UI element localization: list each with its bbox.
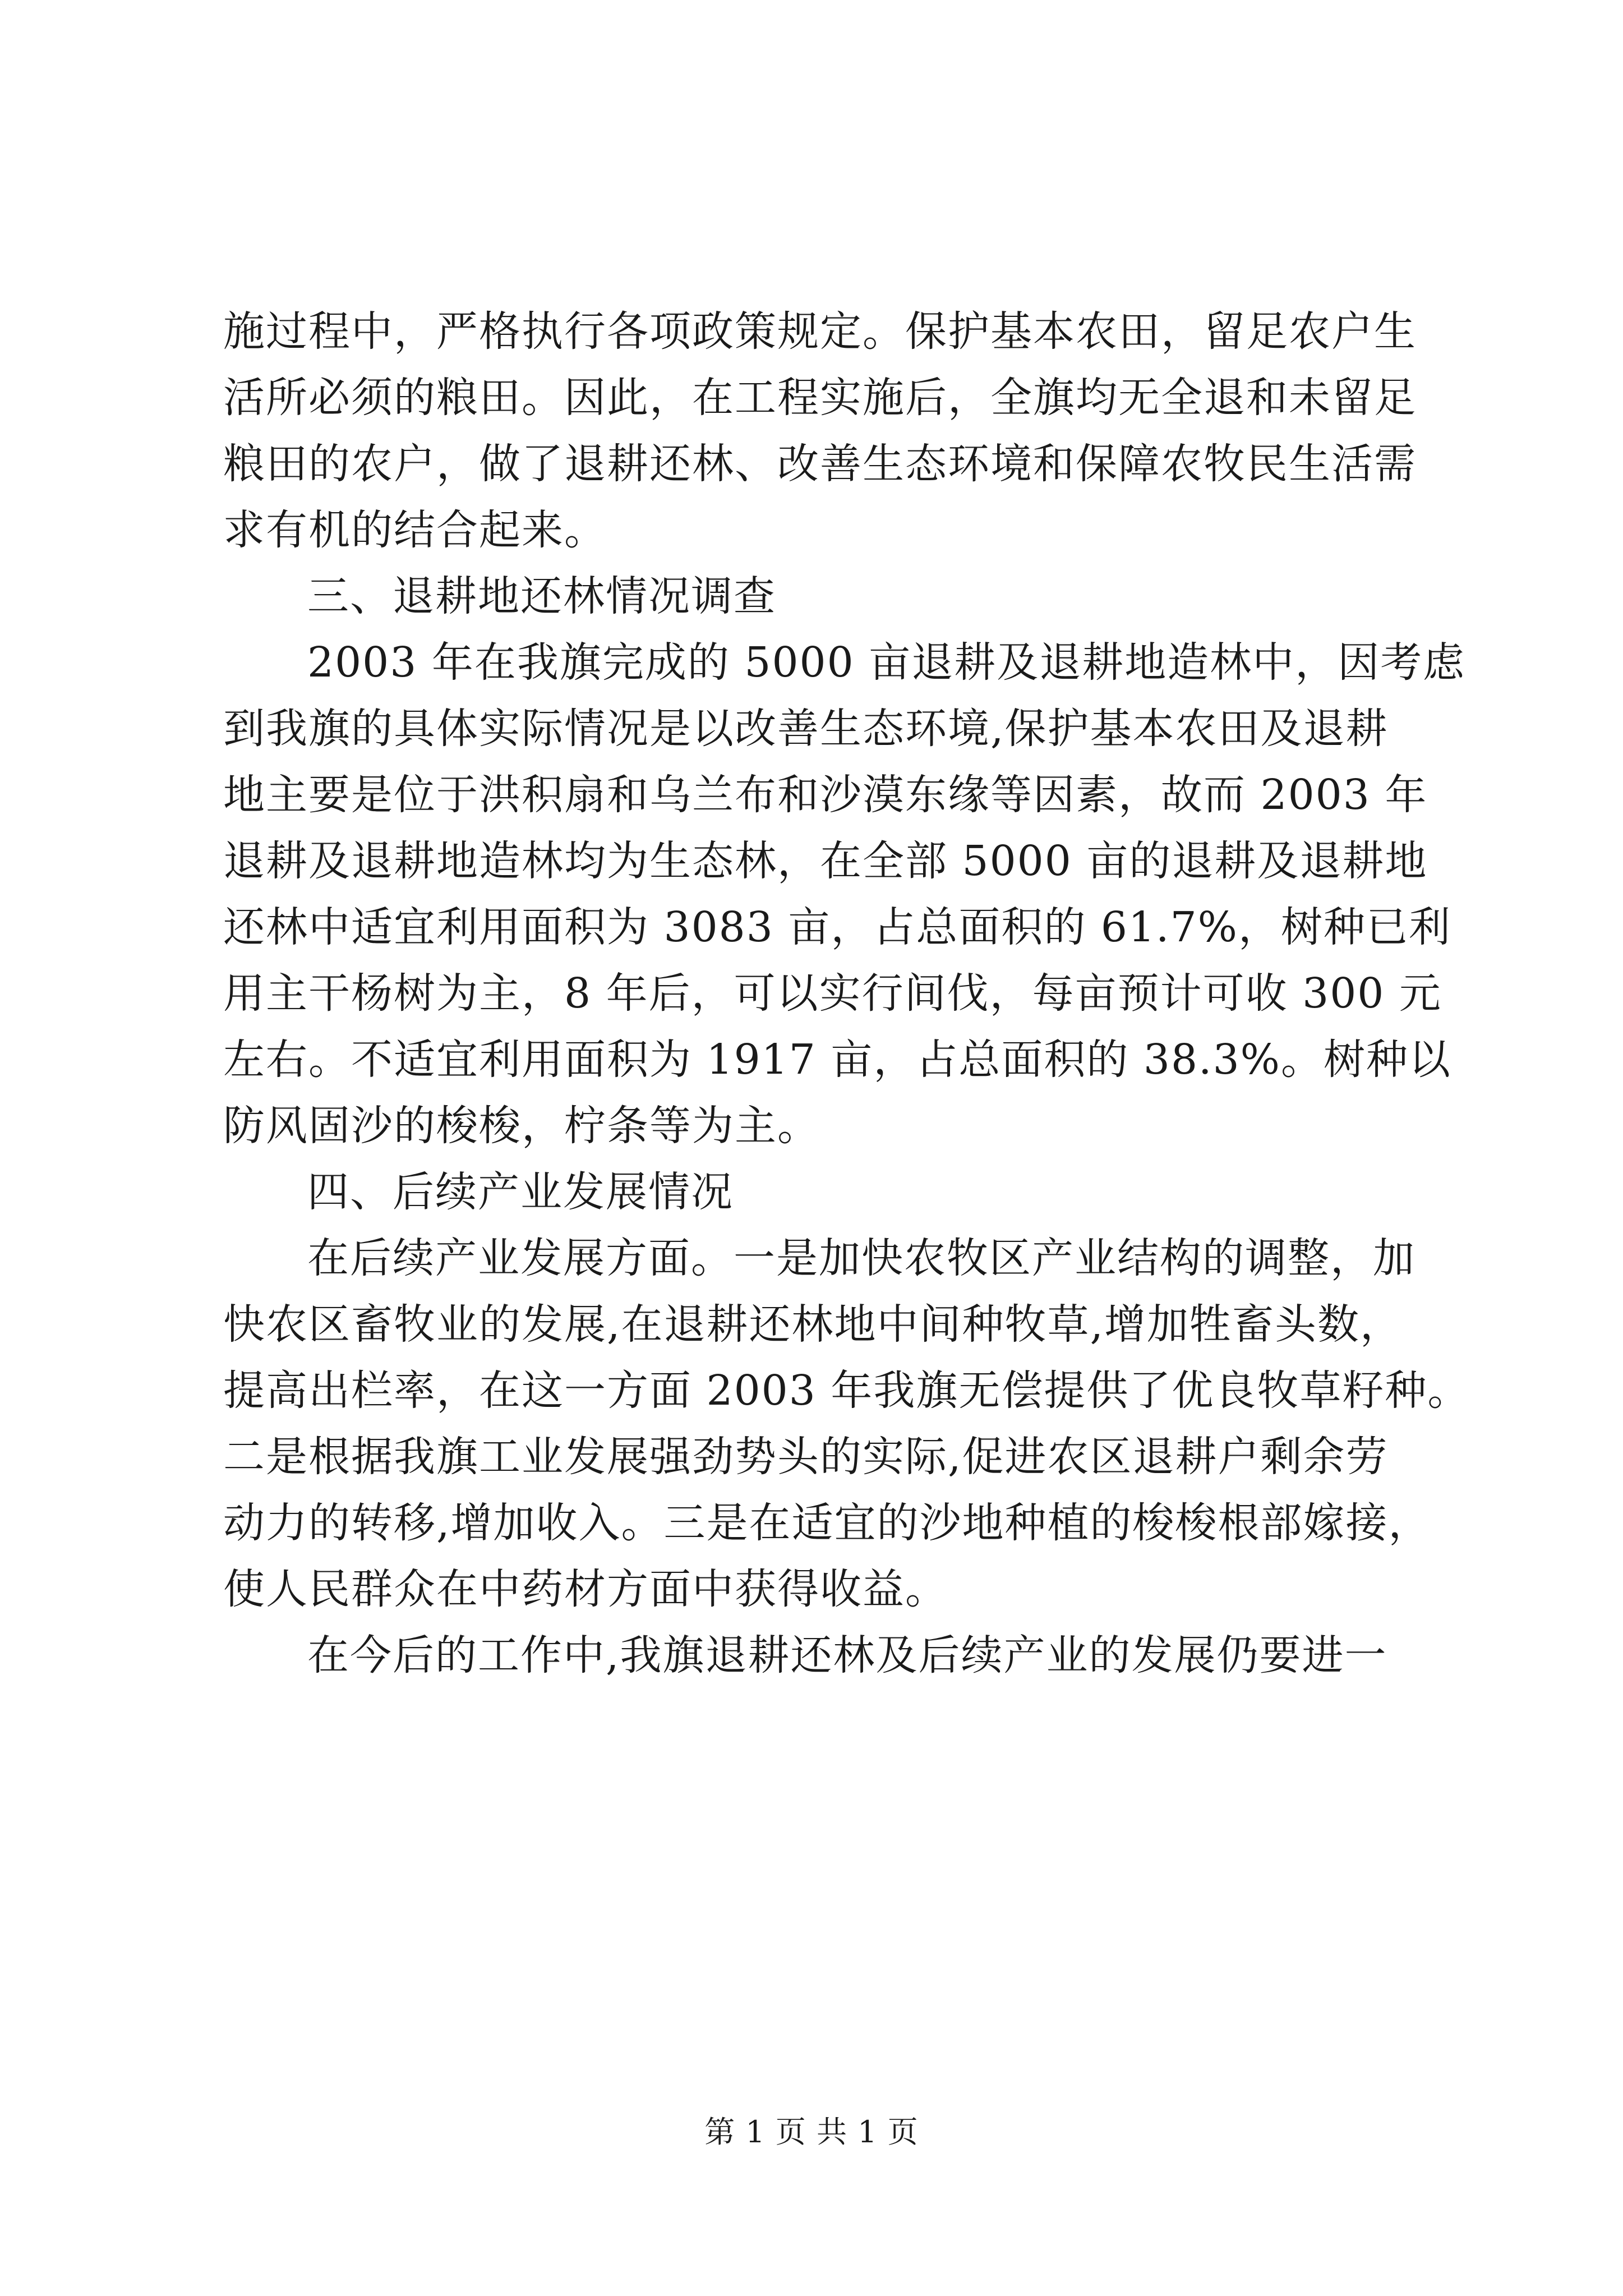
paragraph bbox=[223, 1622, 1435, 1688]
heading-text: 三、退耕地还林情况调查 bbox=[307, 572, 776, 620]
paragraph bbox=[223, 629, 1466, 1159]
heading-text: 四、后续产业发展情况 bbox=[307, 1168, 734, 1216]
document-body bbox=[223, 298, 1470, 1688]
page-footer: 第 1 页 共 1 页 bbox=[704, 2114, 919, 2150]
text-line: 地主要是位于洪积扇和乌兰布和沙漠东缘等因素，故而 2003 年 bbox=[223, 771, 1428, 819]
text-line: 求有机的结合起来。 bbox=[223, 506, 607, 554]
text-line: 用主干杨树为主，8 年后，可以实行间伐，每亩预计可收 300 元 bbox=[223, 969, 1442, 1018]
text-line: 施过程中，严格执行各项政策规定。保护基本农田，留足农户生 bbox=[223, 307, 1417, 356]
text-line: 还林中适宜利用面积为 3083 亩，占总面积的 61.7%，树种已利 bbox=[223, 903, 1451, 951]
text-line: 防风固沙的梭梭，柠条等为主。 bbox=[223, 1102, 820, 1150]
text-line: 使人民群众在中药材方面中获得收益。 bbox=[223, 1565, 948, 1613]
text-line: 退耕及退耕地造林均为生态林，在全部 5000 亩的退耕及退耕地 bbox=[223, 837, 1428, 885]
text-line: 在后续产业发展方面。一是加快农牧区产业结构的调整，加 bbox=[307, 1234, 1415, 1282]
text-line: 到我旗的具体实际情况是以改善生态环境,保护基本农田及退耕 bbox=[223, 705, 1389, 753]
text-line: 在今后的工作中,我旗退耕还林及后续产业的发展仍要进一 bbox=[307, 1631, 1387, 1680]
text-line: 粮田的农户，做了退耕还林、改善生态环境和保障农牧民生活需 bbox=[223, 440, 1417, 488]
section-heading bbox=[223, 1159, 1435, 1225]
text-line: 动力的转移,增加收入。三是在适宜的沙地种植的梭梭根部嫁接， bbox=[223, 1499, 1431, 1547]
text-line: 提高出栏率，在这一方面 2003 年我旗无偿提供了优良牧草籽种。 bbox=[223, 1366, 1470, 1415]
text-line: 活所必须的粮田。因此，在工程实施后，全旗均无全退和未留足 bbox=[223, 374, 1417, 422]
text-line: 2003 年在我旗完成的 5000 亩退耕及退耕地造林中，因考虑 bbox=[307, 638, 1466, 687]
text-line: 二是根据我旗工业发展强劲势头的实际,促进农区退耕户剩余劳 bbox=[223, 1433, 1389, 1481]
text-line: 左右。不适宜利用面积为 1917 亩，占总面积的 38.3%。树种以 bbox=[223, 1036, 1451, 1084]
section-heading bbox=[223, 563, 1435, 629]
text-line: 快农区畜牧业的发展,在退耕还林地中间种牧草,增加牲畜头数， bbox=[223, 1300, 1403, 1349]
paragraph bbox=[223, 298, 1435, 563]
paragraph bbox=[223, 1225, 1470, 1622]
